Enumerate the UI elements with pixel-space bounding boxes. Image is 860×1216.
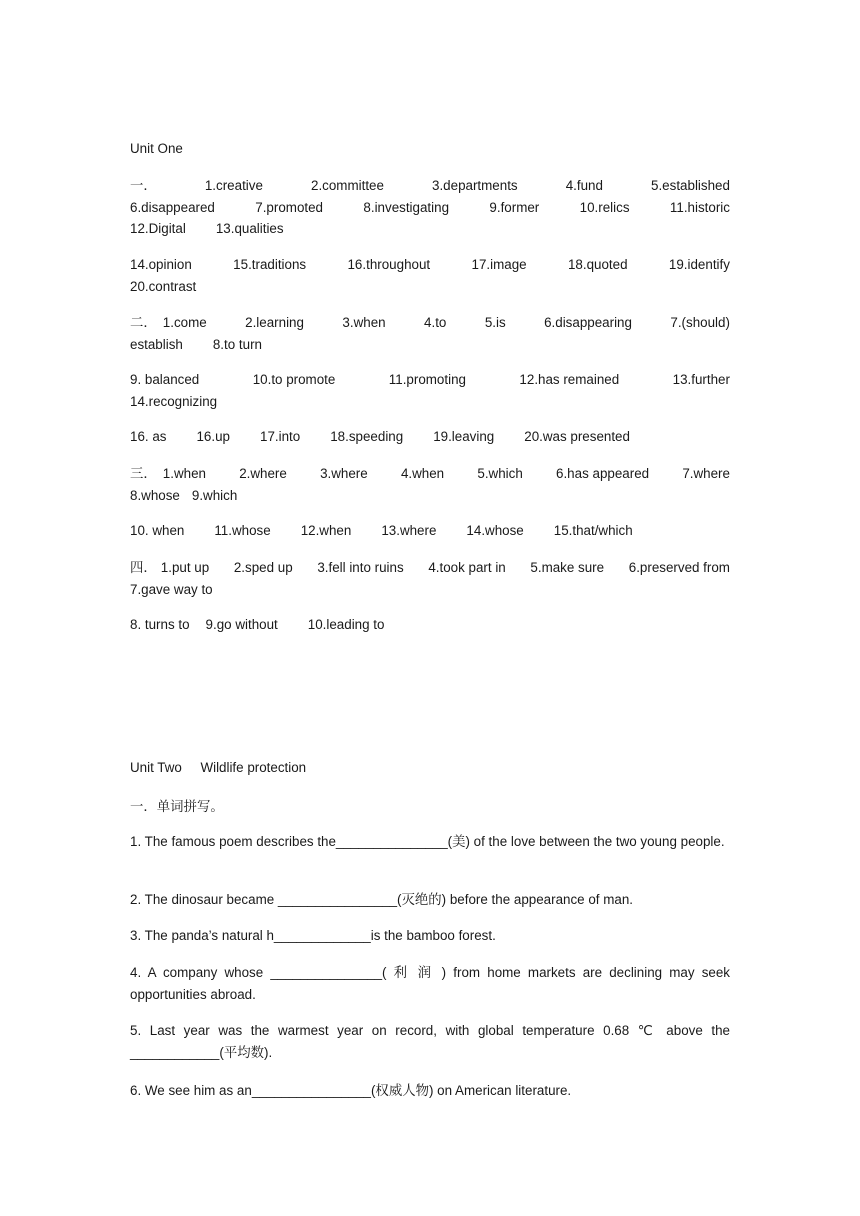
answer: 9.which (191, 487, 238, 503)
s3-line-3 (130, 520, 730, 542)
unit-one-section-1b (130, 254, 730, 297)
s3-first (130, 463, 206, 485)
answer: 10.to promote (252, 372, 336, 387)
s4-line-2 (130, 579, 730, 601)
unit-one-section-4b (130, 614, 730, 636)
answer: 7.(should) (670, 315, 730, 330)
answer: 13.qualities (215, 221, 284, 236)
s2-line-3 (130, 369, 730, 391)
answer: 19.leaving (433, 429, 495, 444)
unit-one-section-4 (130, 557, 730, 600)
answer: 11.historic (669, 199, 730, 215)
answer: 9.former (489, 199, 540, 215)
unit-one-section-2b (130, 369, 730, 412)
answer: 4.to (424, 315, 447, 330)
s1-line-2 (130, 197, 730, 219)
answer: 4.when (400, 466, 445, 481)
answer: 13.further (672, 372, 730, 387)
answer: 14.recognizing (130, 393, 218, 409)
answer: 6.has appeared (556, 466, 650, 481)
answer: 1.come (162, 315, 207, 330)
unit-two-item-4: 4. A company whose _______________( 利 润 ) from home markets are declining may seek opportunities abroad. (130, 965, 730, 1002)
answer: 7.gave way to (130, 581, 213, 597)
answer: 12.has remained (519, 372, 620, 387)
s2-first (130, 312, 207, 334)
answer: 8.whose (130, 487, 180, 503)
answer: 8.investigating (363, 199, 450, 215)
unit-two-section-label: 一．单词拼写。 (130, 800, 224, 815)
s1-line-1 (130, 175, 730, 197)
answer: 6.disappeared (130, 199, 215, 215)
answer: 12.when (300, 523, 352, 538)
answer: 11.promoting (388, 372, 466, 387)
answer: 20.was presented (524, 429, 630, 444)
unit-one-section-1 (130, 175, 730, 240)
s2-line-2 (130, 334, 730, 356)
answer: 14.opinion (130, 257, 192, 272)
answer: 15.that/which (553, 523, 633, 538)
s2-line-4 (130, 391, 730, 413)
s3-line-2 (130, 485, 730, 507)
s3-line-1 (130, 463, 730, 485)
answer: 7.promoted (255, 199, 324, 215)
answer: 10. when (130, 523, 185, 538)
answer: 7.where (682, 466, 730, 481)
answer: 5.established (651, 178, 730, 193)
answer: 16.throughout (347, 257, 431, 272)
unit-two-item-6: 6. We see him as an________________(权威人物) on American literature. (130, 1083, 572, 1098)
s4-line-3 (130, 614, 730, 636)
answer: 3.fell into ruins (317, 560, 404, 575)
answer: 2.learning (245, 315, 304, 330)
answer: 10.leading to (307, 617, 385, 632)
unit-one-section-2 (130, 312, 730, 355)
s3-label: 三． (130, 466, 157, 481)
answer: 18.quoted (567, 257, 628, 272)
answer: 18.speeding (330, 429, 404, 444)
answer: establish (130, 336, 183, 352)
answer: 4.took part in (428, 560, 506, 575)
unit-two-item-3: 3. The panda’s natural h_____________is the bamboo forest. (130, 928, 496, 943)
answer: 17.into (260, 429, 301, 444)
answer: 12.Digital (130, 221, 186, 236)
answer: 2.committee (311, 178, 384, 193)
answer: 15.traditions (233, 257, 307, 272)
unit-one-section-3 (130, 463, 730, 506)
answer: 5.which (477, 466, 523, 481)
answer: 16.up (196, 429, 230, 444)
answer: 13.where (381, 523, 437, 538)
answer: 6.disappearing (544, 315, 632, 330)
answer: 11.whose (214, 523, 271, 538)
unit-one-section-2c (130, 426, 730, 448)
answer: 3.departments (432, 178, 518, 193)
answer: 2.sped up (233, 560, 293, 575)
answer: 3.where (320, 466, 368, 481)
answer: 20.contrast (130, 278, 197, 294)
unit-one-section-3b (130, 520, 730, 542)
answer: 5.make sure (530, 560, 605, 575)
answer: 9.go without (205, 617, 278, 632)
answer: 6.preserved from (628, 560, 730, 575)
s1-line-5 (130, 276, 730, 298)
unit-two-item-2: 2. The dinosaur became ________________(灭绝的) before the appearance of man. (130, 892, 633, 907)
answer: 17.image (471, 257, 527, 272)
answer: 1.creative (204, 178, 263, 193)
s4-line-1 (130, 557, 730, 579)
answer: 9. balanced (130, 372, 200, 387)
s2-label: 二． (130, 315, 157, 330)
s1-label: 一． (130, 178, 157, 193)
answer: 16. as (130, 429, 167, 444)
unit-two-item-5: 5. Last year was the warmest year on record, with global temperature 0.68 ℃ above the ____________(平均数). (130, 1023, 730, 1060)
s1-line-3 (130, 218, 730, 240)
answer: 8.to turn (212, 336, 262, 352)
answer: 19.identify (668, 257, 730, 272)
s2-line-1 (130, 312, 730, 334)
answer: 8. turns to (130, 617, 190, 632)
answer: 4.fund (565, 178, 603, 193)
s2-line-5 (130, 426, 730, 448)
answer: 1.put up (160, 560, 210, 575)
s4-first (130, 557, 209, 579)
answer: 5.is (484, 315, 506, 330)
unit-two-title: Unit Two Wildlife protection (130, 760, 307, 775)
unit-two-item-1: 1. The famous poem describes the_______________(美) of the love between the two young people. (130, 834, 725, 849)
s4-label: 四． (130, 560, 157, 575)
answer: 2.where (239, 466, 287, 481)
unit-one-title: Unit One (130, 141, 183, 156)
s1-line-4 (130, 254, 730, 276)
answer: 10.relics (579, 199, 630, 215)
answer: 3.when (342, 315, 386, 330)
answer: 1.when (162, 466, 206, 481)
answer: 14.whose (466, 523, 524, 538)
